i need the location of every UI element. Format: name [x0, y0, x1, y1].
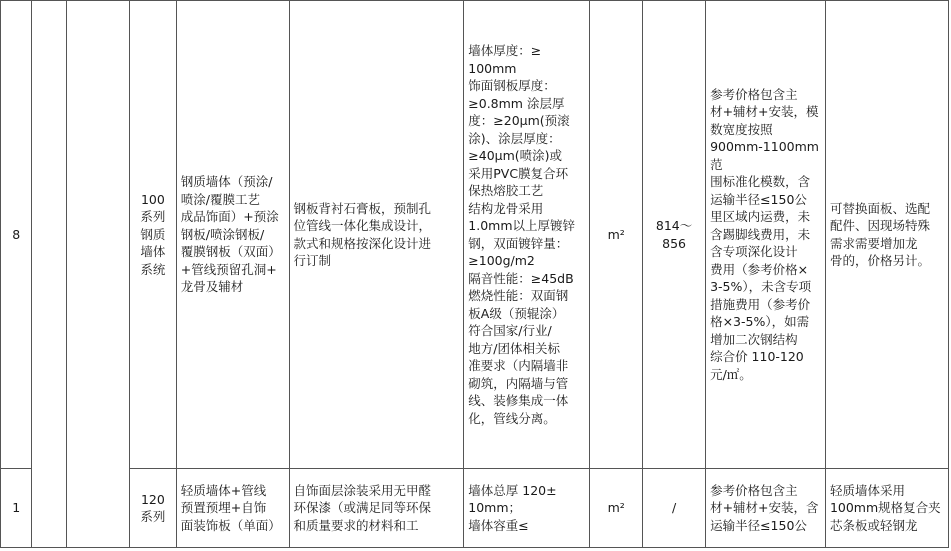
price-note-line: 综合价 110-120	[710, 349, 804, 365]
price-note-line: 里区域内运费，未	[710, 209, 811, 225]
name-line: 钢板/喷涂钢板/	[180, 226, 265, 242]
price-note-line: 含专项深化设计	[710, 244, 798, 260]
description-cell	[289, 469, 464, 548]
spec-line: 饰面钢板厚度：	[468, 78, 556, 93]
name-line: 覆膜钢板（双面）	[180, 244, 281, 260]
unit-cell	[590, 469, 643, 548]
spec-line: 结构龙骨采用	[468, 200, 544, 216]
name-line: 轻质墙体+管线	[180, 482, 267, 498]
price-note-line: 参考价格包含主	[710, 86, 798, 102]
spec-line: 符合国家/行业/	[468, 323, 552, 338]
description-line: 行订制	[293, 253, 332, 268]
price-note-cell	[706, 1, 826, 469]
product-name-cell	[176, 469, 289, 548]
spec-line: 燃烧性能：双面钢	[468, 288, 569, 303]
system-line: 系统	[140, 261, 166, 277]
price-note-line: 参考价格包含主	[710, 482, 798, 498]
row-index: 8	[12, 226, 21, 242]
price-line: 814～	[655, 218, 693, 233]
system-cell	[130, 469, 177, 548]
remark-line: 100mm规格复合夹	[829, 500, 941, 516]
remark-cell	[825, 469, 948, 548]
price-note-cell	[706, 469, 826, 548]
row-index-cell	[1, 1, 32, 469]
name-line: +管线预留孔洞+	[180, 261, 277, 277]
price-note-line: 元/㎡。	[710, 366, 752, 382]
spec-line: 板A级（预辊涂）	[468, 305, 565, 321]
price-note-line: 材+辅材+安装，含	[710, 500, 819, 516]
system-line: 系列	[140, 209, 166, 225]
empty-cell	[67, 1, 130, 548]
price-note-line: 运输半径≤150公	[710, 517, 807, 533]
spec-line: ≥0.8mm 涂层厚	[468, 95, 565, 111]
spec-line: 100mm	[468, 60, 517, 76]
unit-cell	[590, 1, 643, 469]
price-note-line: 措施费用（参考价	[710, 296, 811, 312]
name-line: 龙骨及辅材	[180, 279, 244, 295]
spec-line: 度：≥20μm(预滚	[468, 113, 570, 128]
system-line: 100	[140, 191, 165, 207]
spec-cell	[464, 1, 590, 469]
description-line: 自饰面层涂装采用无甲醛	[293, 482, 432, 498]
spec-line: 准要求（内隔墙非	[468, 358, 569, 373]
price-line: 856	[662, 235, 686, 251]
price-note-line: 数宽度按照	[710, 121, 773, 137]
spec-line: 墙体厚度：≥	[468, 43, 542, 58]
price-note-line: 格×3-5%），如需	[710, 314, 810, 330]
spec-line: ≥40μm(喷涂)或	[468, 148, 563, 163]
name-line: 面装饰板（单面）	[180, 517, 281, 533]
price-cell	[643, 1, 706, 469]
price-note-line: 3-5%），未含专项	[710, 279, 812, 295]
system-line: 120	[140, 491, 165, 507]
table-row	[1, 1, 949, 469]
price-note-line: 900mm-1100mm范	[710, 139, 819, 172]
spec-line: 隔音性能：≥45dB	[468, 270, 574, 286]
name-line: 成品饰面）+预涂	[180, 209, 279, 225]
row-index-cell	[1, 469, 32, 548]
description-line: 款式和规格按深化设计进	[293, 235, 432, 251]
spec-line: 砌筑，内隔墙与管	[468, 375, 569, 391]
remark-line: 轻质墙体采用	[829, 482, 905, 498]
unit-value: m²	[607, 226, 625, 242]
remark-line: 骨的，价格另计。	[829, 253, 930, 268]
table-row	[1, 469, 949, 548]
system-cell	[130, 1, 177, 469]
system-line: 墙体	[140, 244, 166, 260]
spec-line: 墙体容重≤	[468, 517, 529, 533]
spec-line: 地方/团体相关标	[468, 340, 560, 356]
description-cell	[289, 1, 464, 469]
spec-line: 涂)、涂层厚度：	[468, 130, 561, 146]
spec-line: 线、装修集成一体	[468, 393, 569, 408]
description-line: 和质量要求的材料和工	[293, 517, 419, 533]
unit-value: m²	[607, 500, 625, 516]
spec-line: ≥100g/m2	[468, 253, 535, 268]
empty-cell	[32, 1, 67, 548]
price-note-line: 围标准化模数，含	[710, 174, 811, 190]
spec-line: 1.0mm以上厚镀锌	[468, 218, 575, 233]
spec-line: 化，管线分离。	[468, 410, 556, 426]
system-line: 系列	[140, 509, 166, 524]
remark-cell	[825, 1, 948, 469]
remark-line: 配件、因现场特殊	[829, 218, 930, 233]
spec-cell	[464, 469, 590, 548]
remark-line: 需求需要增加龙	[829, 235, 918, 251]
price-cell	[643, 469, 706, 548]
name-line: 钢质墙体（预涂/	[180, 174, 273, 190]
price-note-line: 增加二次钢结构	[710, 331, 798, 347]
price-note-line: 运输半径≤150公	[710, 191, 807, 207]
spec-line: 保热熔胶工艺	[468, 183, 544, 198]
name-line: 喷涂/覆膜工艺	[180, 191, 260, 207]
spec-line: 钢，双面镀锌量：	[468, 235, 569, 251]
spec-line: 采用PVC膜复合环	[468, 165, 569, 181]
system-line: 钢质	[140, 226, 166, 242]
spec-line: 10mm；	[468, 500, 522, 516]
price-note-line: 材+辅材+安装，模	[710, 104, 819, 120]
description-line: 钢板背衬石膏板，预制孔	[293, 200, 432, 216]
description-line: 位管线一体化集成设计，	[293, 218, 432, 233]
remark-line: 可替换面板、选配	[829, 200, 930, 216]
spec-line: 墙体总厚 120±	[468, 482, 557, 498]
price-note-line: 费用（参考价格×	[710, 261, 809, 277]
remark-line: 芯条板或轻钢龙	[829, 517, 918, 533]
row-index: 1	[12, 500, 21, 516]
description-line: 环保漆（或满足同等环保	[293, 500, 432, 516]
product-name-cell	[176, 1, 289, 469]
price-line: /	[671, 500, 677, 516]
name-line: 预置预埋+自饰	[180, 500, 267, 516]
price-note-line: 含踢脚线费用，未	[710, 226, 811, 242]
